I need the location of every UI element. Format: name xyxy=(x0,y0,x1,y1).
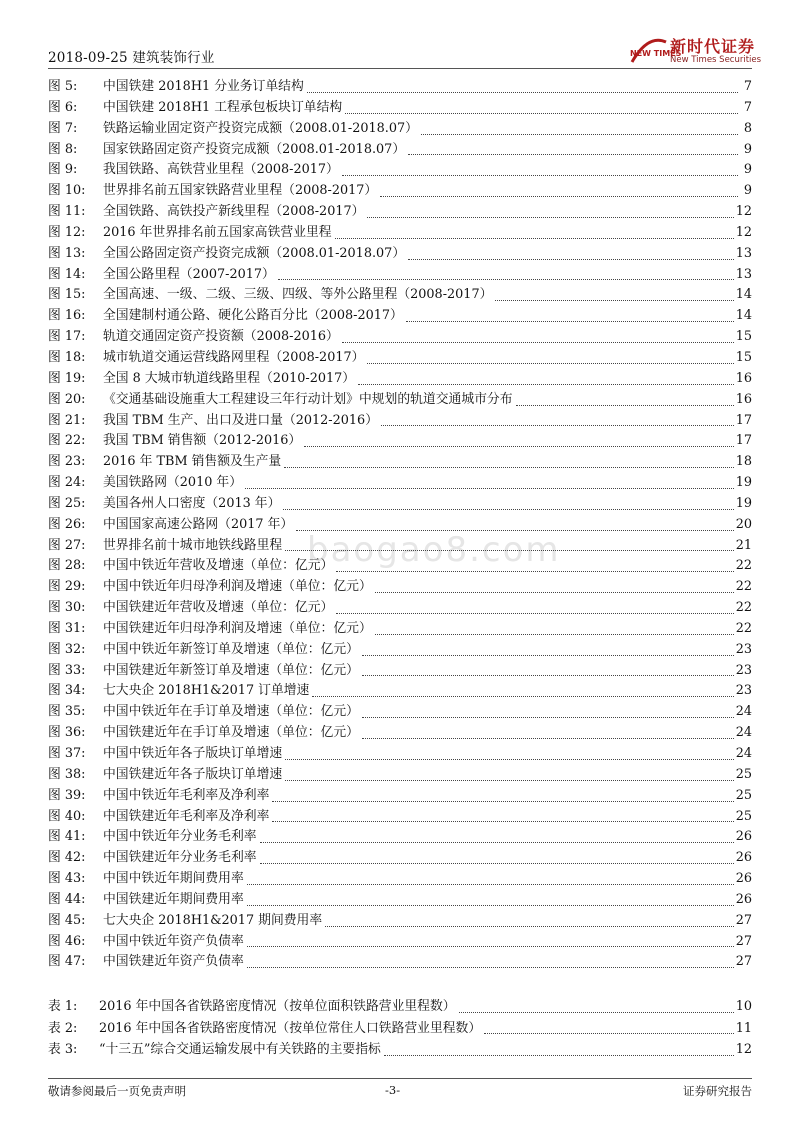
figure-entry-title: 中国中铁近年营收及增速（单位：亿元） xyxy=(103,558,334,574)
dot-leader xyxy=(304,446,733,447)
figure-entry-label: 图 45: xyxy=(48,912,86,928)
table-entry-title: 2016 年中国各省铁路密度情况（按单位面积铁路营业里程数） xyxy=(99,999,456,1014)
figure-entry-title: 我国铁路、高铁营业里程（2008-2017） xyxy=(103,162,339,178)
figure-entry[interactable] xyxy=(48,661,752,682)
figure-entry[interactable] xyxy=(48,932,752,953)
figure-entry-title: 全国公路固定资产投资完成额（2008.01-2018.07） xyxy=(103,245,406,261)
figure-entry-page: 13 xyxy=(735,245,752,261)
figure-entry[interactable] xyxy=(48,411,752,432)
table-index-list xyxy=(48,996,752,1061)
figure-entry-page: 24 xyxy=(735,746,752,761)
figure-entry[interactable] xyxy=(48,827,752,848)
dot-leader xyxy=(285,759,734,760)
figure-entry-label: 图 8: xyxy=(48,141,78,157)
figure-entry-title: 《交通基础设施重大工程建设三年行动计划》中规划的轨道交通城市分布 xyxy=(103,391,513,407)
figure-entry-label: 图 41: xyxy=(48,829,86,845)
figure-entry-page: 19 xyxy=(735,475,752,491)
figure-entry[interactable] xyxy=(48,619,752,640)
figure-entry[interactable] xyxy=(48,98,752,119)
figure-entry[interactable] xyxy=(48,681,752,702)
figure-entry-page: 8 xyxy=(743,120,752,136)
figure-entry-page: 24 xyxy=(735,704,752,720)
figure-entry-label: 图 34: xyxy=(48,683,86,699)
dot-leader xyxy=(408,259,734,260)
figure-entry-title: 中国中铁近年各子版块订单增速 xyxy=(103,746,283,761)
figure-entry-label: 图 15: xyxy=(48,287,86,303)
dot-leader xyxy=(312,696,733,697)
table-entry[interactable] xyxy=(48,996,752,1018)
figure-entry-title: 2016 年世界排名前五国家高铁营业里程 xyxy=(103,224,332,240)
figure-entry-title: 中国铁建近年在手订单及增速（单位：亿元） xyxy=(103,725,359,741)
figure-entry-label: 图 31: xyxy=(48,620,86,636)
figure-entry-label: 图 42: xyxy=(48,850,86,866)
figure-entry-page: 12 xyxy=(735,204,752,220)
figure-entry-page: 9 xyxy=(743,162,752,178)
figure-entry-label: 图 16: xyxy=(48,308,86,324)
figure-entry-label: 图 12: xyxy=(48,224,86,240)
figure-index-list xyxy=(48,77,752,973)
figure-entry-label: 图 25: xyxy=(48,495,86,511)
figure-entry-label: 图 5: xyxy=(48,79,78,94)
figure-entry[interactable] xyxy=(48,536,752,557)
figure-entry-label: 图 46: xyxy=(48,933,86,949)
figure-entry-label: 图 9: xyxy=(48,162,78,178)
figure-entry-page: 22 xyxy=(735,600,752,616)
dot-leader xyxy=(247,905,734,906)
dot-leader xyxy=(278,279,734,280)
figure-entry-title: 中国中铁近年在手订单及增速（单位：亿元） xyxy=(103,704,359,720)
figure-entry[interactable] xyxy=(48,765,752,786)
figure-entry[interactable] xyxy=(48,327,752,348)
figure-entry-title: 全国建制村通公路、硬化公路百分比（2008-2017） xyxy=(103,308,403,324)
figure-entry-page: 20 xyxy=(735,516,752,532)
figure-entry-title: 全国高速、一级、二级、三级、四级、等外公路里程（2008-2017） xyxy=(103,287,493,303)
figure-entry[interactable] xyxy=(48,723,752,744)
dot-leader xyxy=(495,300,733,301)
dot-leader xyxy=(296,530,734,531)
dot-leader xyxy=(384,1055,734,1056)
figure-entry[interactable] xyxy=(48,786,752,807)
figure-entry-label: 图 17: xyxy=(48,329,86,345)
header-divider xyxy=(48,68,752,69)
figure-entry-title: 中国中铁近年归母净利润及增速（单位：亿元） xyxy=(103,579,372,595)
table-entry-page: 10 xyxy=(735,999,752,1014)
table-entry-page: 11 xyxy=(735,1020,752,1036)
dot-leader xyxy=(406,321,734,322)
table-entry-page: 12 xyxy=(735,1042,752,1057)
figure-entry[interactable] xyxy=(48,140,752,161)
figure-entry[interactable] xyxy=(48,306,752,327)
figure-entry-page: 22 xyxy=(735,620,752,636)
table-entry-title: “十三五”综合交通运输发展中有关铁路的主要指标 xyxy=(99,1042,381,1057)
figure-entry-page: 22 xyxy=(735,579,752,595)
figure-entry-title: 美国各州人口密度（2013 年） xyxy=(103,495,281,511)
dot-leader xyxy=(375,634,734,635)
watermark: baogao8.com xyxy=(307,530,561,570)
dot-leader xyxy=(367,363,733,364)
figure-entry-page: 9 xyxy=(743,141,752,157)
dot-leader xyxy=(335,238,734,239)
figure-entry-title: 中国铁建 2018H1 工程承包板块订单结构 xyxy=(103,99,343,115)
dot-leader xyxy=(345,113,738,114)
dot-leader xyxy=(381,425,734,426)
figure-entry-page: 27 xyxy=(735,933,752,949)
figure-entry-label: 图 29: xyxy=(48,579,86,595)
figure-entry-label: 图 6: xyxy=(48,99,78,115)
figure-entry-page: 16 xyxy=(735,391,752,407)
dot-leader xyxy=(380,196,738,197)
figure-entry-label: 图 43: xyxy=(48,871,86,887)
figure-entry-title: 七大央企 2018H1&2017 期间费用率 xyxy=(103,912,323,928)
figure-entry-page: 9 xyxy=(743,183,752,199)
figure-entry-title: 铁路运输业固定资产投资完成额（2008.01-2018.07） xyxy=(103,120,418,136)
table-entry-title: 2016 年中国各省铁路密度情况（按单位常住人口铁路营业里程数） xyxy=(99,1020,482,1036)
footer-disclaimer: 敬请参阅最后一页免责声明 xyxy=(48,1084,186,1098)
figure-entry[interactable] xyxy=(48,452,752,473)
dot-leader xyxy=(336,571,733,572)
dot-leader xyxy=(285,550,734,551)
figure-entry-page: 27 xyxy=(735,912,752,928)
dot-leader xyxy=(247,946,734,947)
dot-leader xyxy=(408,154,738,155)
figure-entry-title: 中国铁建近年资产负债率 xyxy=(103,954,244,970)
figure-entry-title: 全国铁路、高铁投产新线里程（2008-2017） xyxy=(103,204,365,220)
figure-entry-title: 中国中铁近年分业务毛利率 xyxy=(103,829,257,845)
figure-entry-page: 14 xyxy=(735,308,752,324)
figure-entry[interactable] xyxy=(48,807,752,828)
figure-entry[interactable] xyxy=(48,890,752,911)
figure-entry-title: 中国铁建近年期间费用率 xyxy=(103,891,244,907)
dot-leader xyxy=(260,863,734,864)
figure-entry-page: 23 xyxy=(735,641,752,657)
figure-entry-title: 中国国家高速公路网（2017 年） xyxy=(103,516,294,532)
figure-entry-page: 7 xyxy=(743,99,752,115)
figure-entry-title: 美国铁路网（2010 年） xyxy=(103,475,243,491)
dot-leader xyxy=(325,926,734,927)
figure-entry-title: 全国 8 大城市轨道线路里程（2010-2017） xyxy=(103,370,356,386)
figure-entry-title: 国家铁路固定资产投资完成额（2008.01-2018.07） xyxy=(103,141,406,157)
figure-entry-page: 25 xyxy=(735,808,752,824)
figure-entry-title: 中国铁建近年各子版块订单增速 xyxy=(103,766,283,782)
figure-entry-page: 18 xyxy=(735,454,752,470)
figure-entry[interactable] xyxy=(48,848,752,869)
figure-entry-title: 世界排名前五国家铁路营业里程（2008-2017） xyxy=(103,183,378,199)
figure-entry[interactable] xyxy=(48,473,752,494)
figure-entry-title: 中国中铁近年毛利率及净利率 xyxy=(103,787,270,803)
figure-entry-label: 图 11: xyxy=(48,204,86,220)
dot-leader xyxy=(484,1033,734,1034)
dot-leader xyxy=(247,967,734,968)
dot-leader xyxy=(336,613,733,614)
figure-entry-page: 19 xyxy=(735,495,752,511)
dot-leader xyxy=(375,592,734,593)
dot-leader xyxy=(459,1012,734,1013)
figure-entry-page: 17 xyxy=(735,433,752,449)
brand-logo xyxy=(628,32,762,70)
figure-entry-title: 中国中铁近年新签订单及增速（单位：亿元） xyxy=(103,641,359,657)
figure-entry[interactable] xyxy=(48,744,752,765)
figure-entry-title: 中国中铁近年资产负债率 xyxy=(103,933,244,949)
figure-entry-title: 中国铁建近年营收及增速（单位：亿元） xyxy=(103,600,334,616)
figure-entry[interactable] xyxy=(48,515,752,536)
figure-entry-title: 轨道交通固定资产投资额（2008-2016） xyxy=(103,329,339,345)
figure-entry-page: 23 xyxy=(735,683,752,699)
figure-entry-page: 13 xyxy=(735,266,752,282)
figure-entry-label: 图 27: xyxy=(48,537,86,553)
table-entry[interactable] xyxy=(48,1039,752,1061)
table-entry-label: 表 1: xyxy=(48,999,78,1014)
figure-entry[interactable] xyxy=(48,494,752,515)
figure-entry[interactable] xyxy=(48,285,752,306)
figure-entry-label: 图 28: xyxy=(48,558,86,574)
header-date-industry: 2018-09-25 建筑装饰行业 xyxy=(48,50,215,66)
figure-entry-page: 17 xyxy=(735,412,752,428)
dot-leader xyxy=(358,384,734,385)
dot-leader xyxy=(362,655,734,656)
figure-entry-page: 26 xyxy=(735,891,752,907)
figure-entry-page: 26 xyxy=(735,829,752,845)
dot-leader xyxy=(247,884,734,885)
brand-name: 新时代证券 xyxy=(670,37,756,56)
figure-entry-page: 7 xyxy=(743,79,752,94)
dot-leader xyxy=(260,842,734,843)
figure-entry-page: 15 xyxy=(735,329,752,345)
figure-entry[interactable] xyxy=(48,431,752,452)
figure-entry-page: 22 xyxy=(735,558,752,574)
figure-entry[interactable] xyxy=(48,181,752,202)
figure-entry-title: 中国铁建 2018H1 分业务订单结构 xyxy=(103,79,304,94)
figure-entry[interactable] xyxy=(48,390,752,411)
brand-subtitle: New Times Securities xyxy=(670,55,762,65)
figure-entry-title: 中国铁建近年毛利率及净利率 xyxy=(103,808,270,824)
figure-entry-page: 25 xyxy=(735,766,752,782)
footer-divider xyxy=(48,1078,752,1079)
figure-entry-label: 图 44: xyxy=(48,891,86,907)
figure-entry-page: 14 xyxy=(735,287,752,303)
figure-entry[interactable] xyxy=(48,640,752,661)
figure-entry-page: 21 xyxy=(735,537,752,553)
dot-leader xyxy=(285,780,734,781)
figure-entry-title: 城市轨道交通运营线路网里程（2008-2017） xyxy=(103,349,365,365)
figure-entry-label: 图 7: xyxy=(48,120,78,136)
dot-leader xyxy=(283,509,733,510)
figure-entry-page: 27 xyxy=(735,954,752,970)
figure-entry[interactable] xyxy=(48,702,752,723)
figure-entry-label: 图 24: xyxy=(48,475,86,491)
dot-leader xyxy=(307,92,738,93)
dot-leader xyxy=(342,175,738,176)
dot-leader xyxy=(284,467,734,468)
figure-entry-label: 图 13: xyxy=(48,245,86,261)
figure-entry-label: 图 33: xyxy=(48,662,86,678)
table-entry-label: 表 2: xyxy=(48,1020,78,1036)
figure-entry-label: 图 35: xyxy=(48,704,86,720)
figure-entry-title: 中国铁建近年新签订单及增速（单位：亿元） xyxy=(103,662,359,678)
figure-entry-label: 图 37: xyxy=(48,746,86,761)
dot-leader xyxy=(362,738,734,739)
figure-entry-label: 图 36: xyxy=(48,725,86,741)
figure-entry-page: 23 xyxy=(735,662,752,678)
figure-entry[interactable] xyxy=(48,952,752,973)
figure-entry[interactable] xyxy=(48,244,752,265)
figure-entry-label: 图 10: xyxy=(48,183,86,199)
dot-leader xyxy=(516,405,734,406)
figure-entry[interactable] xyxy=(48,577,752,598)
figure-entry-label: 图 38: xyxy=(48,766,86,782)
logo-mark-text: NEW TIMES xyxy=(630,49,682,58)
figure-entry[interactable] xyxy=(48,77,752,98)
figure-entry-title: 中国铁建近年归母净利润及增速（单位：亿元） xyxy=(103,620,372,636)
figure-entry-label: 图 22: xyxy=(48,433,86,449)
figure-entry-label: 图 32: xyxy=(48,641,86,657)
figure-entry-title: 中国铁建近年分业务毛利率 xyxy=(103,850,257,866)
figure-entry-label: 图 14: xyxy=(48,266,86,282)
figure-entry[interactable] xyxy=(48,160,752,181)
figure-entry-title: 世界排名前十城市地铁线路里程 xyxy=(103,537,283,553)
dot-leader xyxy=(245,488,734,489)
figure-entry-label: 图 39: xyxy=(48,787,86,803)
figure-entry-title: 全国公路里程（2007-2017） xyxy=(103,266,275,282)
figure-entry-label: 图 19: xyxy=(48,370,86,386)
figure-entry-page: 25 xyxy=(735,787,752,803)
figure-entry[interactable] xyxy=(48,911,752,932)
figure-entry[interactable] xyxy=(48,369,752,390)
figure-entry[interactable] xyxy=(48,348,752,369)
figure-entry-title: 我国 TBM 销售额（2012-2016） xyxy=(103,433,302,449)
figure-entry-label: 图 18: xyxy=(48,349,86,365)
figure-entry-label: 图 30: xyxy=(48,600,86,616)
table-entry-label: 表 3: xyxy=(48,1042,78,1057)
dot-leader xyxy=(421,134,738,135)
dot-leader xyxy=(362,717,734,718)
dot-leader xyxy=(367,217,733,218)
figure-entry-page: 15 xyxy=(735,349,752,365)
figure-entry-title: 2016 年 TBM 销售额及生产量 xyxy=(103,454,282,470)
figure-entry[interactable] xyxy=(48,869,752,890)
figure-entry-page: 24 xyxy=(735,725,752,741)
table-entry[interactable] xyxy=(48,1018,752,1040)
figure-entry[interactable] xyxy=(48,202,752,223)
figure-entry[interactable] xyxy=(48,223,752,244)
figure-entry[interactable] xyxy=(48,119,752,140)
dot-leader xyxy=(272,821,733,822)
figure-entry-page: 16 xyxy=(735,370,752,386)
dot-leader xyxy=(362,675,734,676)
figure-entry-title: 中国中铁近年期间费用率 xyxy=(103,871,244,887)
figure-entry-page: 26 xyxy=(735,871,752,887)
figure-entry[interactable] xyxy=(48,598,752,619)
figure-entry-label: 图 47: xyxy=(48,954,86,970)
footer-report-type: 证券研究报告 xyxy=(683,1084,752,1098)
new-times-logo-icon xyxy=(628,32,682,70)
figure-entry-page: 12 xyxy=(735,224,752,240)
figure-entry-title: 七大央企 2018H1&2017 订单增速 xyxy=(103,683,310,699)
figure-entry[interactable] xyxy=(48,265,752,286)
figure-entry-label: 图 26: xyxy=(48,516,86,532)
figure-entry-label: 图 23: xyxy=(48,454,86,470)
figure-entry-title: 我国 TBM 生产、出口及进口量（2012-2016） xyxy=(103,412,378,428)
figure-entry-label: 图 20: xyxy=(48,391,86,407)
figure-entry-label: 图 40: xyxy=(48,808,86,824)
dot-leader xyxy=(342,342,734,343)
figure-entry-page: 26 xyxy=(735,850,752,866)
footer-page-number: -3- xyxy=(385,1083,401,1097)
figure-entry[interactable] xyxy=(48,556,752,577)
figure-entry-label: 图 21: xyxy=(48,412,86,428)
dot-leader xyxy=(272,801,733,802)
